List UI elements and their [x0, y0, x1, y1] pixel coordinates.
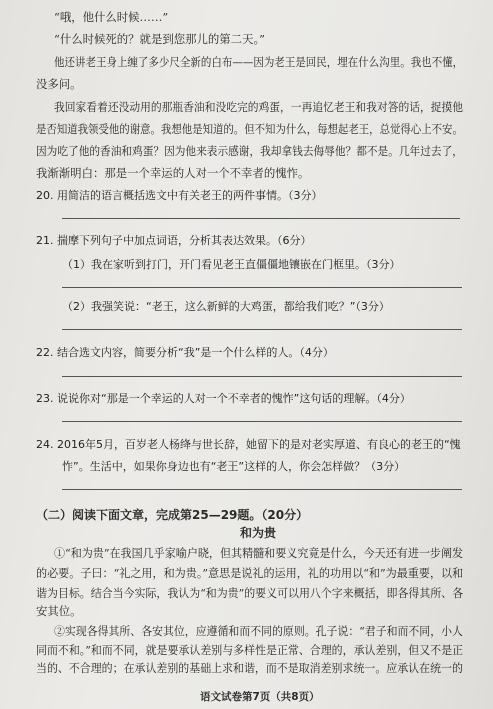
question-20: 20. 用简洁的语言概括选文中有关老王的两件事情。（3分） [36, 189, 323, 202]
question-23: 23. 说说你对“那是一个幸运的人对一个不幸者的愧怍”这句话的理解。（4分） [36, 392, 411, 405]
question-21-1: （1）我在家听到打门，开门看见老王直僵僵地镶嵌在门框里。（3分） [62, 258, 401, 271]
article-line: 谐为目标。结合当今实际，我认为“和为贵”的要义可以用八个字来概括，即各得其所、各 [36, 586, 464, 600]
article-title: 和为贵 [240, 526, 277, 540]
article-line: 同而不和。”和而不同，就是要承认差别与多样性是正常、合理的，承认差别，但又不是正 [36, 643, 464, 657]
question-21-2: （2）我强笑说：“老王，这么新鲜的大鸡蛋，都给我们吃？”（3分） [62, 300, 390, 313]
article-line: ①“和为贵”在我国几乎家喻户晓，但其精髓和要义究竟是什么，今天还有进一步阐发 [54, 546, 464, 560]
question-24-cont: 怍”。生活中，如果你身边也有“老王”这样的人，你会怎样做？（3分） [62, 460, 406, 473]
question-22: 22. 结合选文内容，简要分析“我”是一个什么样的人。（4分） [36, 346, 334, 359]
article-line: 的必要。子曰：“礼之用，和为贵。”意思是说礼的运用，礼的功用以“和”为最重要，以和 [36, 566, 464, 580]
article-line: ②实现各得其所、各安其位，应遵循和而不同的原则。孔子说：“君子和而不同，小人 [54, 624, 463, 638]
passage-line: “什么时候死的？就是到您那儿的第二天。” [54, 32, 265, 46]
answer-line[interactable] [62, 287, 462, 288]
passage-line: 因为吃了他的香油和鸡蛋？因为他来表示感谢，我却拿钱去侮辱他？都不是。几年过去了， [36, 144, 463, 158]
page-footer: 语文试卷第7页（共8页） [200, 691, 320, 703]
article-line: 当的、不合理的；在承认差别的基础上求和谐，而不是取消差别求统一。应承认在统一的 [36, 661, 463, 675]
passage-line: 没多问。 [36, 77, 82, 91]
passage-line: “哦，他什么时候……” [54, 10, 169, 24]
answer-line[interactable] [62, 421, 462, 422]
passage-line: 他还讲老王身上缠了多少尺全新的白布——因为老王是回民，埋在什么沟里。我也不懂， [54, 55, 464, 69]
passage-line: 我回家看着还没动用的那瓶香油和没吃完的鸡蛋，一再追忆老王和我对答的话，捉摸他 [54, 100, 464, 114]
passage-line: 我渐渐明白：那是一个幸运的人对一个不幸者的愧怍。 [36, 166, 310, 180]
article-line: 安其位。 [36, 604, 82, 618]
question-24: 24. 2016年5月，百岁老人杨绛与世长辞，她留下的是对老实厚道、有良心的老王的“愧 [36, 438, 461, 451]
answer-line[interactable] [62, 329, 462, 330]
question-21: 21. 揣摩下列句子中加点词语，分析其表达效果。（6分） [36, 234, 312, 247]
answer-line[interactable] [62, 489, 462, 490]
section-header: （二）阅读下面文章，完成第25—29题。（20分） [36, 508, 309, 522]
answer-line[interactable] [62, 376, 462, 377]
passage-line: 是否知道我领受他的谢意。我想他是知道的。但不知为什么，每想起老王，总觉得心上不安。 [36, 122, 463, 136]
answer-line[interactable] [62, 218, 460, 219]
